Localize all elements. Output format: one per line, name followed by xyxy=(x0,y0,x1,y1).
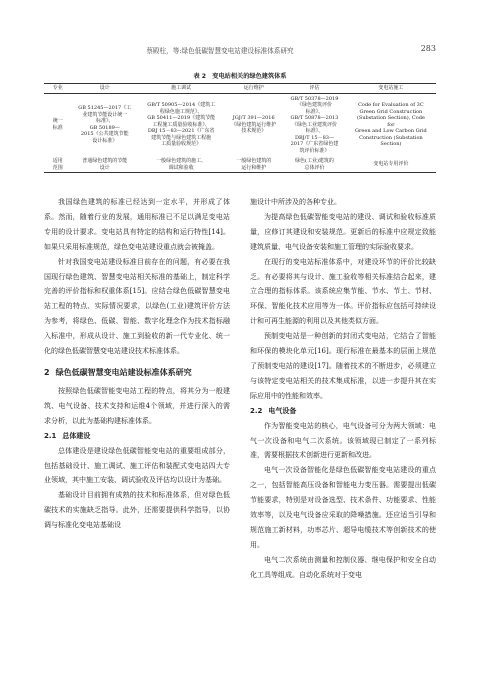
section-number: 2 xyxy=(44,367,50,377)
column-header: 运行维护 xyxy=(243,85,264,91)
body-paragraph: 电气一次设备智能化是绿色低碳智能变电站建设的重点之一，包括智能高压设备和智能电力变压器。需要提出低碳节能要求，特别是对设备选型、技术条件、功能要求、性能效率等，以及电气设备应采取的降噪措施。还应适当引导和规范施工新材料，功率芯片、超导电缆技术等创新技术的使用。 xyxy=(250,466,436,549)
column-header: 专业 xyxy=(52,85,63,91)
table-caption: 表 2 变电站相关的绿色建筑体系 xyxy=(193,73,287,80)
column-header: 设计 xyxy=(99,85,110,91)
table-cell: GB/T 50378—2019 《绿色建筑评价 标准》、 GB/T 50878—2013 《绿色工业建筑评价 标准》、 DBJ/T 15－83— 2017《广东省绿色建 筑评价标准》 xyxy=(290,95,339,154)
right-column xyxy=(250,195,436,583)
body-paragraph: 预制变电站是一种创新的封闭式变电站，它结合了智能和环保的模块化单元[16]。现行标准在最基本的层面上规范了预制变电站的建设[17]。随着技术的不断进步，必须建立与该特定变电站相关的技术集成标准，以进一步提升其在实际应用中的性能和效率。 xyxy=(250,332,436,400)
column-header: 施工调试 xyxy=(171,85,192,91)
body-paragraph: 基础设计目前拥有成熟的技术和标准体系，但对绿色低碳技术的实施缺乏指导。此外，还需要提供科学指导，以协调与标准化变电站基础设 xyxy=(44,491,230,530)
table-row xyxy=(44,93,436,157)
table-row xyxy=(44,157,436,173)
table-cell: 普通绿色建筑的节能 设计 xyxy=(82,158,128,171)
section-heading xyxy=(44,366,230,379)
row-label: 适用 范围 xyxy=(52,158,63,171)
subsection-number: 2.1 xyxy=(44,431,57,440)
table-cell: Code for Evaluation of 3C Green Grid Construction (Substation Section), Code for Green and Low Carbon Grid Construction (Substation Section) xyxy=(355,102,427,147)
body-paragraph: 针对我国变电站建设标准目前存在的问题，有必要在我国现行绿色建筑、智慧变电站相关标准的基础上，制定科学完善的评价指标和权重体系[15]。应结合绿色低碳智慧变电站工程的特点、实际情况要求，以绿色(工业)建筑评价方法为参考，将绿色、低碳、智能、数字化理念作为技术指标融入标准中，形成从设计、施工到验收的新一代专业化、统一化的绿色低碳智慧变电站建设技术标准体系。 xyxy=(44,257,230,356)
section-title: 绿色低碳智慧变电站建设标准体系研究 xyxy=(55,367,192,377)
table-cell: 变电站专用评价 xyxy=(373,161,409,168)
subsection-title: 总体建设 xyxy=(62,431,91,440)
table-header-row xyxy=(44,84,436,94)
subsection-heading xyxy=(250,404,436,419)
body-paragraph: 电气二次系统由测量和控制仪器、继电保护和安全自动化工具等组成。自动化系统对于变电 xyxy=(250,555,436,579)
table-cell: 一般绿色建筑的 运行和维护 xyxy=(236,158,272,171)
body-paragraph: 在现行的变电站标准体系中，对建设环节的评价比较缺乏。有必要将其与设计、施工验收等相关标准结合起来，建立合理的指标体系。该系统应集节能、节水、节土、节材、环保、智能化技术应用等为一体。评价指标应包括可持续设计和可再生能源的利用以及其他类似方面。 xyxy=(250,257,436,326)
running-header xyxy=(44,44,436,56)
subsection-title: 电气设备 xyxy=(268,406,297,415)
column-header: 变电站施工 xyxy=(378,85,404,91)
running-title: 蔡殿柱，等:绿色低碳智慧变电站建设标准体系研究 xyxy=(146,47,294,55)
table-cell: JGJ/T 391—2016 《绿色建筑运行维护 技术规范》 xyxy=(231,115,277,134)
body-paragraph: 作为智能变电站的核心，电气设备可分为两大领域：电气一次设备和电气二次系统。该领域现已制定了一系列标准，需要根据技术创新进行更新和改进。 xyxy=(250,421,436,460)
subsection-number: 2.2 xyxy=(250,406,263,415)
subsection-heading xyxy=(44,429,230,444)
body-paragraph: 总体建设是建设绿色低碳智能变电站的重要组成部分，包括基础设计、施工调试、施工评估和装配式变电站四大专业领域，其中施工安装、调试验收及评估均以设计为基础。 xyxy=(44,446,230,485)
body-paragraph: 按照绿色低碳智能变电站工程的特点，将其分为一般建筑、电气设备、技术支持和运维4个领域，并进行深入的需求分析，以此为基础构建标准体系。 xyxy=(44,386,230,425)
column-header: 评估 xyxy=(309,85,320,91)
row-label: 统一 标准 xyxy=(52,118,63,131)
table-cell: 一般绿色建筑的施工、 调试和验收 xyxy=(156,158,207,171)
body-paragraph: 施设计中所涉及的各种专业。 xyxy=(250,198,341,206)
body-paragraph: 我国绿色建筑的标准已经达到一定水平，并形成了体系。然而，随着行业的发展，通用标准已不足以满足变电站专用的设计要求。变电站具有特定的结构和运行特性[14]。如果只采用标准规范，绿色变电站建设重点就会被掩盖。 xyxy=(44,198,230,251)
left-column xyxy=(44,195,230,533)
body-paragraph: 为提高绿色低碳智能变电站的建设、调试和验收标准质量，应修订其建设和安装规范。更新后的标准中应规定致能建筑质量、电气设备安装和施工管理的实际验收要求。 xyxy=(250,212,436,251)
table-cell: GB/T 50905—2014《建筑工 程绿色施工规范》、 GB 50411—2019《建筑节能 工程施工质量验收标准》、 DBJ 15－83—2021《广东省 建筑节能与绿色建筑工程施 工质量验收规范》 xyxy=(147,102,216,147)
table-cell: GB 51245—2017《工 业建筑节能设计统一 标准》、 GB 50189— 2015《公共建筑节能 设计标准》 xyxy=(78,105,132,144)
green-building-standards-table xyxy=(44,83,436,173)
page-number: 283 xyxy=(420,44,436,53)
table-cell: 绿色(工业)建筑的 总体评价 xyxy=(295,158,334,171)
